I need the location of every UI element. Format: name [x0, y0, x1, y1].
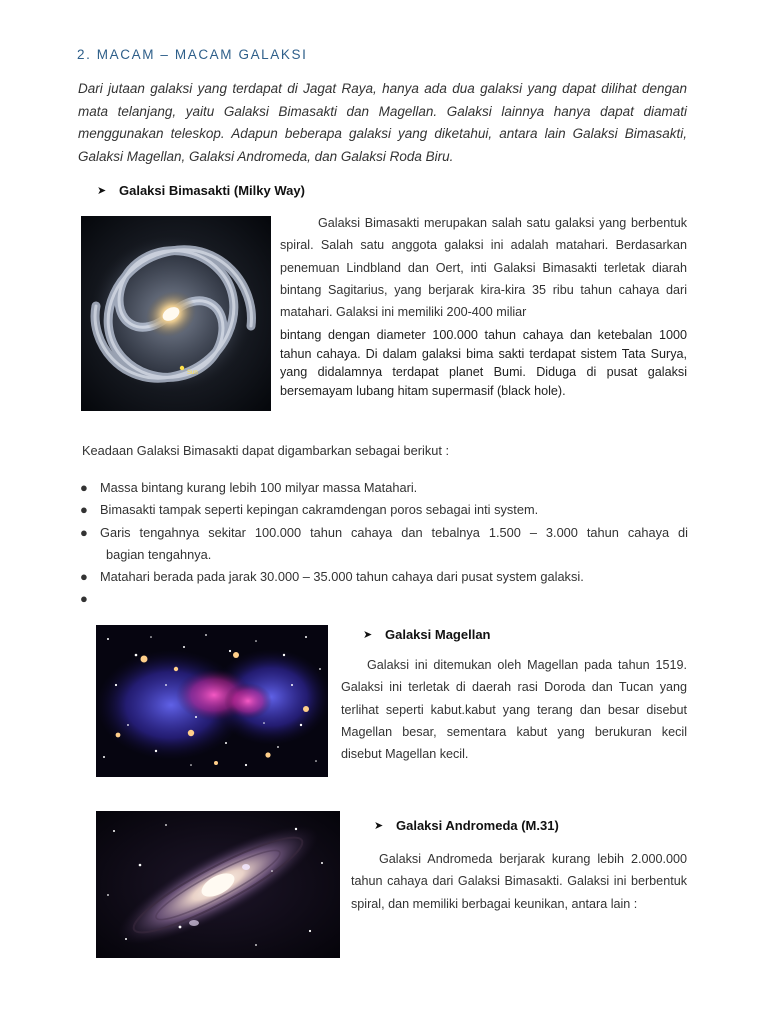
intro-text: Dari jutaan galaksi yang terdapat di Jagat Raya, hanya ada dua galaksi yang dapat dilihat dengan mata telanjang, yaitu Galaksi Bimasakti dan Magellan. Galaksi lainnya hanya dapat diamati menggunakan teleskop. Adapun beberapa galaksi yang diketahui, antara lain Galaksi Bimasakti, Galaksi Magellan, Galaksi Andromeda, dan Galaksi Roda Biru. [78, 81, 687, 164]
list-item-text-line: Garis tengahnya sekitar 100.000 tahun cahaya dan tebalnya 1.500 – 3.000 tahun cahaya di [100, 524, 688, 540]
list-item-text: Matahari berada pada jarak 30.000 – 35.000 tahun cahaya dari pusat system galaksi. [100, 569, 584, 585]
bimasakti-state-intro: Keadaan Galaksi Bimasakti dapat digambarkan sebagai berikut : [82, 443, 450, 458]
bullet-dot-icon: ● [80, 502, 88, 518]
list-item [80, 566, 688, 588]
list-item-text: Bimasakti tampak seperti kepingan cakramdengan poros sebagai inti system. [100, 502, 539, 518]
list-item-text [100, 588, 688, 610]
list-item [80, 522, 688, 567]
andromeda-title: Galaksi Andromeda (M.31) [396, 818, 559, 833]
sun-label: Sun [187, 370, 198, 376]
bimasakti-subheading [97, 183, 305, 198]
list-item-text-continuation: bagian tengahnya. [106, 546, 212, 562]
list-item [80, 588, 688, 610]
bimasakti-paragraph-2: bintang dengan diameter 100.000 tahun cahaya dan ketebalan 1000 tahun cahaya. Di dalam galaksi bima sakti terdapat sistem Tata Surya, yang didalamnya terdapat planet Bumi. Diduga di pusat galaksi bersemayam lubang hitam supermasif (black hole). [280, 328, 687, 398]
magellan-title: Galaksi Magellan [385, 627, 491, 642]
bullet-dot-icon: ● [80, 524, 88, 540]
magellan-paragraph: Galaksi ini ditemukan oleh Magellan pada tahun 1519. Galaksi ini terletak di daerah rasi Doroda dan Tucan yang terlihat seperti kabut.kabut yang terang dan besar disebut Magellan besar, sementara kabut yang berukuran kecil disebut Magellan kecil. [341, 658, 687, 762]
bullet-dot-icon: ● [80, 480, 88, 495]
arrow-bullet-icon: ➤ [374, 820, 384, 832]
andromeda-image [96, 811, 340, 958]
bullet-dot-icon: ● [80, 569, 88, 585]
milky-way-image [81, 216, 271, 411]
arrow-bullet-icon: ➤ [97, 185, 107, 197]
bimasakti-title: Galaksi Bimasakti (Milky Way) [119, 183, 305, 198]
list-item-text [100, 522, 688, 567]
arrow-bullet-icon: ➤ [363, 629, 373, 641]
intro-paragraph [78, 78, 687, 168]
magellan-subheading [363, 627, 491, 642]
bimasakti-bullet-list [80, 477, 688, 611]
bimasakti-paragraph-1: Galaksi Bimasakti merupakan salah satu galaksi yang berbentuk spiral. Salah satu anggota galaksi ini adalah matahari. Berdasarkan penemuan Lindbland dan Oert, inti Galaksi Bimasakti terletak diarah bintang Sagitarius, yang berjarak kira-kira 35 ribu tahun cahaya dari matahari. Galaksi ini memiliki 200-400 miliar [280, 216, 687, 320]
magellan-image [96, 625, 328, 777]
section-heading: 2. MACAM – MACAM GALAKSI [77, 47, 308, 62]
list-item [80, 477, 688, 499]
andromeda-paragraph: Galaksi Andromeda berjarak kurang lebih 2.000.000 tahun cahaya dari Galaksi Bimasakti. Galaksi ini berbentuk spiral, dan memiliki berbagai keunikan, antara lain : [351, 852, 687, 911]
bullet-dot-icon: ● [80, 591, 88, 607]
list-item [80, 499, 688, 521]
list-item-text: Massa bintang kurang lebih 100 milyar massa Matahari. [100, 480, 418, 495]
andromeda-subheading [374, 818, 559, 833]
